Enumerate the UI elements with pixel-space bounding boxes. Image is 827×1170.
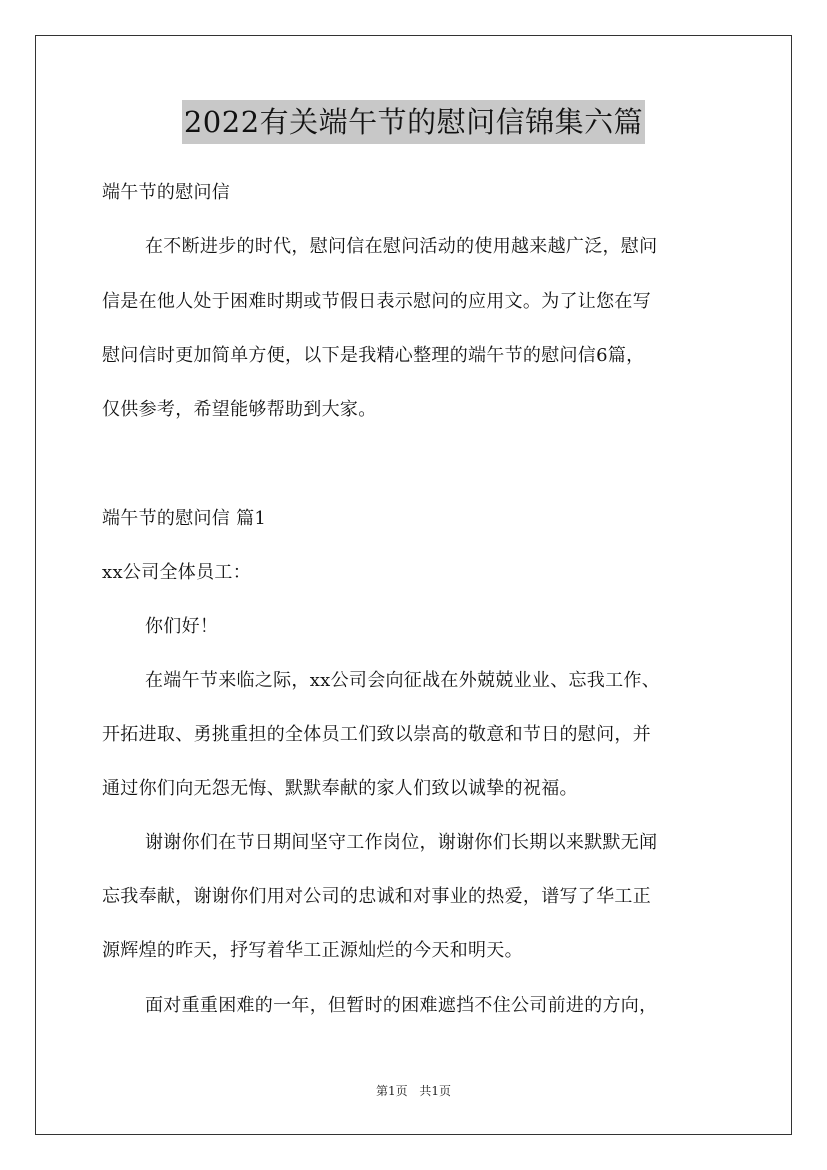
- document-title: 2022有关端午节的慰问信锦集六篇: [182, 100, 645, 144]
- title-block: [0, 100, 827, 144]
- paragraph-line: 面对重重困难的一年，但暂时的困难遮挡不住公司前进的方向，: [145, 995, 658, 1016]
- paragraph-line: 通过你们向无怨无悔、默默奉献的家人们致以诚挚的祝福。: [102, 778, 578, 799]
- intro-line: 仅供参考，希望能够帮助到大家。: [102, 399, 377, 420]
- page-footer: [0, 1083, 827, 1099]
- letter-greeting: 你们好！: [145, 616, 219, 637]
- letter-heading: 端午节的慰问信 篇1: [102, 508, 267, 529]
- paragraph-line: 忘我奉献，谢谢你们用对公司的忠诚和对事业的热爱，谱写了华工正: [102, 886, 651, 907]
- paragraph-line: 源辉煌的昨天，抒写着华工正源灿烂的今天和明天。: [102, 940, 523, 961]
- paragraph-line: 开拓进取、勇挑重担的全体员工们致以崇高的敬意和节日的慰问，并: [102, 724, 651, 745]
- intro-line: 信是在他人处于困难时期或节假日表示慰问的应用文。为了让您在写: [102, 291, 651, 312]
- intro-line: 在不断进步的时代，慰问信在慰问活动的使用越来越广泛，慰问: [145, 236, 658, 257]
- section-heading: 端午节的慰问信: [102, 182, 231, 203]
- letter-addressee: xx公司全体员工：: [102, 562, 252, 583]
- page-total: 共1页: [419, 1084, 452, 1098]
- page-number: 第1页: [375, 1084, 408, 1098]
- paragraph-line: 在端午节来临之际，xx公司会向征战在外兢兢业业、忘我工作、: [145, 670, 660, 691]
- paragraph-line: 谢谢你们在节日期间坚守工作岗位，谢谢你们长期以来默默无闻: [145, 832, 658, 853]
- intro-line: 慰问信时更加简单方便，以下是我精心整理的端午节的慰问信6篇，: [102, 345, 645, 366]
